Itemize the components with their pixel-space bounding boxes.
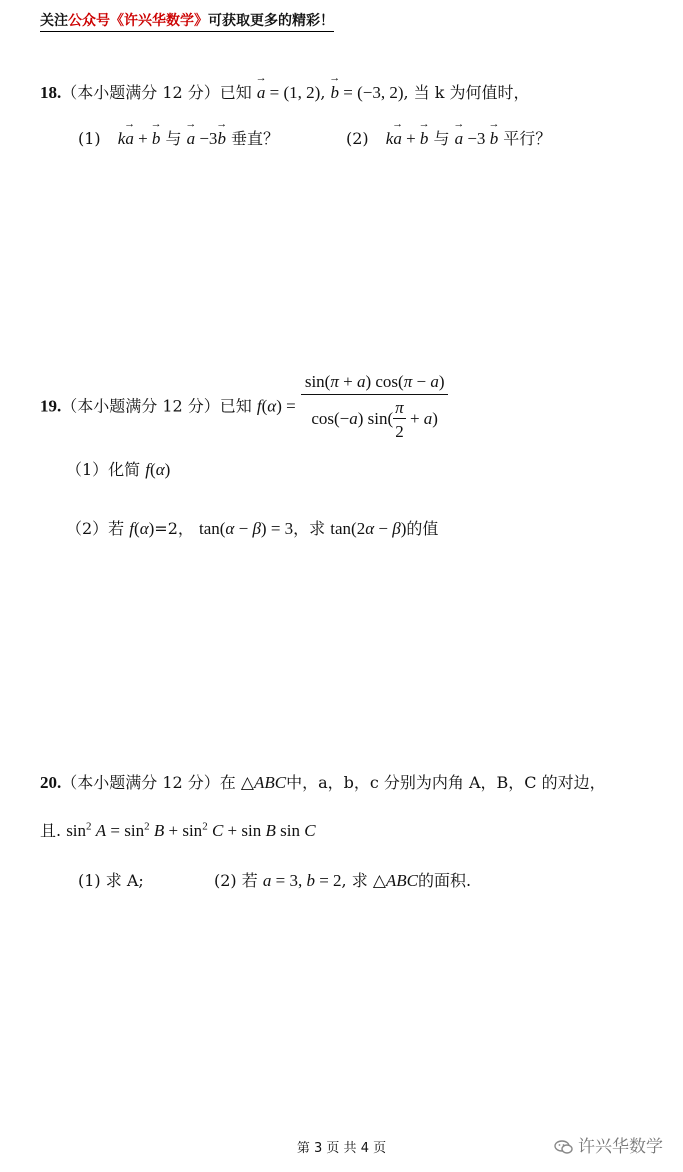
q19-part2-text-b: ，求 — [293, 519, 326, 538]
q20-stem — [40, 770, 606, 793]
q20-line2: 且. — [40, 821, 62, 840]
q18-part2-expr2: → a −3 → b — [455, 129, 499, 148]
q20-triangle: △ABC — [240, 773, 287, 792]
q20-part2-c: 的面积. — [418, 871, 472, 890]
q19-part1 — [66, 457, 170, 480]
q19-part2-tan: tan(α − β) = 3 — [198, 519, 294, 538]
header-prefix: 关注 — [40, 13, 68, 29]
q19-number: 19. — [40, 396, 62, 416]
watermark — [554, 1132, 663, 1157]
q19-stem — [40, 372, 448, 442]
q18-part1-expr2: → a −3→ b — [187, 129, 226, 148]
q18-part1-expr: k→ a + → b — [118, 129, 161, 148]
q20-part2 — [214, 868, 471, 891]
q18-part2-text: 平行？ — [503, 129, 552, 148]
q19-part2-text-a: =2， — [154, 519, 194, 538]
q19-part2-f: f(α) — [129, 519, 155, 538]
q20-number: 20. — [40, 773, 62, 792]
q19-part2-label: （2）若 — [66, 519, 125, 538]
q20-part2-b: , 求 — [341, 871, 368, 890]
q19-function: f(α) = — [256, 396, 296, 416]
wechat-icon — [554, 1140, 574, 1154]
q19-intro: （本小题满分 12 分）已知 — [61, 396, 252, 416]
q19-part1-expr: f(α) — [145, 460, 171, 479]
q18-part1-label: (1) — [78, 129, 101, 148]
q18-given: , 当 k 为何值时， — [403, 83, 530, 102]
q20-intro-rest: 中，a，b，c 分别为内角 A，B，C 的对边， — [286, 773, 606, 792]
q18-part2-label: (2) — [346, 129, 369, 148]
q18-part1-text: 垂直？ — [231, 129, 280, 148]
page-header — [40, 10, 334, 32]
page-footer: 第 3 页 共 4 页 — [296, 1141, 387, 1156]
q20-equation: $\sin^2 A = \sin^2 B + \sin^2 C + \sin B$ sin C — [66, 820, 316, 840]
q19-part1-label: （1）化简 — [66, 460, 141, 479]
q19-part2 — [66, 516, 438, 539]
q18-vector-a: → a = (1, 2) — [257, 83, 320, 102]
q19-part2-text-c: 的值 — [406, 519, 439, 538]
q18-number: 18. — [40, 83, 62, 102]
q18-vector-b: → b = (−3, 2) — [330, 83, 403, 102]
q18-stem: 18.（本小题满分 12 分）已知 → a = (1, 2), → b = (−3, 2), 当 k 为何值时， — [40, 80, 530, 103]
q20-part2-a: (2) 若 — [214, 871, 258, 890]
q18-part2-expr: k→ a + → b — [386, 129, 429, 148]
q20-part2-triangle: △ABC — [372, 871, 419, 890]
q19-fraction: sin(π + a) cos(π − a) cos(−a) sin( $\frac{\pi}{2}$ + a) — [301, 372, 449, 442]
header-highlight: 公众号《许兴华数学》 — [68, 13, 208, 29]
q20-part1-text: (1) 求 A; — [78, 871, 144, 890]
watermark-text: 许兴华数学 — [578, 1137, 663, 1157]
q20-intro: （本小题满分 12 分）在 — [61, 773, 236, 792]
q20-part1 — [78, 868, 144, 891]
q18-part1: (1) k→ a + → b 与 → a −3→ b 垂直？ — [78, 126, 279, 149]
q20-condition — [40, 818, 316, 841]
q20-part2-values: a = 3, b = 2 — [262, 871, 342, 890]
q18-part2: (2) k→ a + → b 与 → a −3 → b 平行？ — [346, 126, 551, 149]
q18-intro: （本小题满分 12 分）已知 — [61, 83, 252, 102]
header-suffix: 可获取更多的精彩！ — [208, 13, 334, 29]
q19-part2-target: tan(2α − β) — [330, 519, 407, 538]
